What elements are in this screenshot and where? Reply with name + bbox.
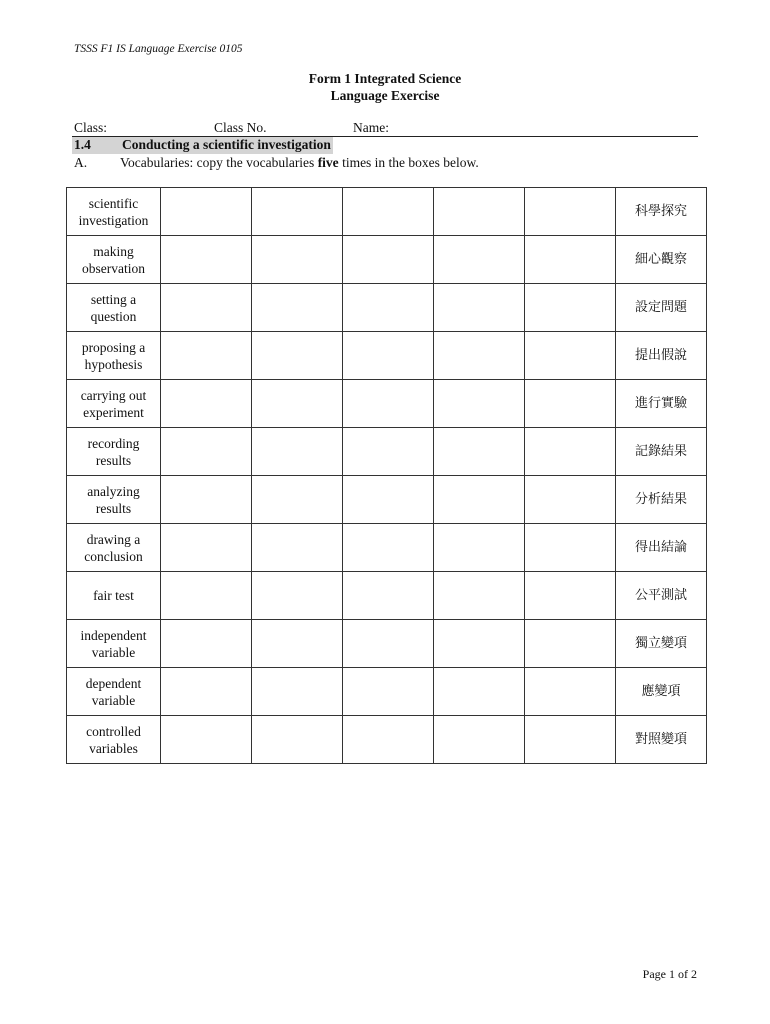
copy-box[interactable] [525,332,616,380]
chinese-term-cell: 公平測試 [616,572,707,620]
english-term-cell [67,620,161,668]
copy-box[interactable] [343,236,434,284]
copy-box[interactable] [161,188,252,236]
copy-box[interactable] [525,572,616,620]
vocab-row [67,668,707,716]
copy-box[interactable] [161,620,252,668]
copy-box[interactable] [434,620,525,668]
copy-box[interactable] [525,236,616,284]
chinese-term-cell: 提出假說 [616,332,707,380]
english-term-cell [67,668,161,716]
section-heading [72,137,333,154]
english-term-line-2: variable [91,692,136,708]
copy-box[interactable] [525,380,616,428]
copy-box[interactable] [343,428,434,476]
english-term-line-2: question [90,308,137,324]
copy-box[interactable] [434,236,525,284]
chinese-term-cell: 記錄結果 [616,428,707,476]
english-term-line-1: controlled [86,723,141,739]
copy-box[interactable] [252,236,343,284]
copy-box[interactable] [525,716,616,764]
english-term-line-1: fair test [93,588,134,603]
english-term-line-2: variable [91,644,136,660]
vocab-row [67,572,707,620]
class-no-label: Class No. [214,120,267,135]
title-line-2: Language Exercise [330,88,440,103]
copy-box[interactable] [252,668,343,716]
english-term-line-2: investigation [78,212,149,228]
copy-box[interactable] [252,332,343,380]
copy-box[interactable] [252,524,343,572]
copy-box[interactable] [343,524,434,572]
copy-box[interactable] [343,332,434,380]
english-term-cell [67,524,161,572]
copy-box[interactable] [161,428,252,476]
english-term-line-2: conclusion [84,548,143,564]
copy-box[interactable] [434,284,525,332]
instruction-emphasis: five [317,155,339,170]
copy-box[interactable] [343,620,434,668]
class-label: Class: [74,120,108,135]
vocab-row [67,188,707,236]
copy-box[interactable] [252,572,343,620]
english-term-line-1: scientific [88,195,139,211]
document-code: TSSS F1 IS Language Exercise 0105 [74,43,243,55]
english-term-line-1: analyzing [87,483,140,499]
english-term-line-1: dependent [85,675,142,691]
copy-box[interactable] [434,428,525,476]
copy-box[interactable] [343,572,434,620]
vocab-row [67,236,707,284]
instruction-letter: A. [74,155,88,170]
english-term-line-2: variables [89,740,138,756]
english-term-cell [67,380,161,428]
copy-box[interactable] [434,524,525,572]
chinese-term-cell: 得出結論 [616,524,707,572]
english-term-line-1: independent [80,627,147,643]
english-term-line-1: drawing a [86,531,141,547]
copy-box[interactable] [343,188,434,236]
page-title [0,70,770,104]
copy-box[interactable] [343,380,434,428]
vocab-row [67,332,707,380]
chinese-term-cell: 進行實驗 [616,380,707,428]
copy-box[interactable] [525,428,616,476]
english-term-cell [67,716,161,764]
copy-box[interactable] [252,716,343,764]
copy-box[interactable] [434,332,525,380]
copy-box[interactable] [252,476,343,524]
vocab-row [67,284,707,332]
section-number: 1.4 [74,137,91,152]
vocab-row [67,716,707,764]
chinese-term-cell: 應變項 [616,668,707,716]
english-term-line-1: setting a [90,291,137,307]
english-term-cell [67,428,161,476]
english-term-line-2: results [95,452,132,468]
english-term-cell [67,236,161,284]
english-term-cell [67,332,161,380]
instruction-text-after: times in the boxes below. [338,155,479,170]
copy-box[interactable] [252,188,343,236]
instruction [74,155,479,171]
english-term-line-2: results [95,500,132,516]
instruction-text-before: Vocabularies: copy the vocabularies [120,155,318,170]
chinese-term-cell: 科學探究 [616,188,707,236]
copy-box[interactable] [434,476,525,524]
copy-box[interactable] [434,572,525,620]
copy-box[interactable] [343,668,434,716]
chinese-term-cell: 獨立變項 [616,620,707,668]
copy-box[interactable] [343,476,434,524]
english-term-cell [67,476,161,524]
english-term-line-1: making [93,243,134,259]
english-term-line-1: recording [87,435,140,451]
copy-box[interactable] [343,716,434,764]
chinese-term-cell: 設定問題 [616,284,707,332]
copy-box[interactable] [434,380,525,428]
copy-box[interactable] [434,188,525,236]
vocab-row [67,476,707,524]
english-term-cell [67,572,161,620]
vocab-row [67,620,707,668]
chinese-term-cell: 分析結果 [616,476,707,524]
english-term-cell [67,188,161,236]
copy-box[interactable] [252,284,343,332]
copy-box[interactable] [525,524,616,572]
name-label: Name: [353,120,389,135]
copy-box[interactable] [161,332,252,380]
english-term-line-2: experiment [83,404,144,420]
copy-box[interactable] [161,524,252,572]
english-term-line-2: hypothesis [84,356,143,372]
english-term-line-1: carrying out [80,387,147,403]
chinese-term-cell: 細心觀察 [616,236,707,284]
vocab-row [67,380,707,428]
copy-box[interactable] [161,236,252,284]
copy-box[interactable] [525,620,616,668]
section-title: Conducting a scientific investigation [122,137,331,152]
title-line-1: Form 1 Integrated Science [308,71,462,86]
copy-box[interactable] [252,620,343,668]
english-term-line-1: proposing a [81,339,146,355]
english-term-line-2: observation [82,260,145,276]
copy-box[interactable] [434,668,525,716]
copy-box[interactable] [161,380,252,428]
copy-box[interactable] [161,284,252,332]
chinese-term-cell: 對照變項 [616,716,707,764]
copy-box[interactable] [343,284,434,332]
copy-box[interactable] [525,284,616,332]
copy-box[interactable] [161,572,252,620]
copy-box[interactable] [525,188,616,236]
copy-box[interactable] [161,476,252,524]
copy-box[interactable] [525,476,616,524]
english-term-cell [67,284,161,332]
vocab-row [67,524,707,572]
copy-box[interactable] [161,668,252,716]
copy-box[interactable] [252,380,343,428]
copy-box[interactable] [525,668,616,716]
vocab-row [67,428,707,476]
vocabulary-table [66,187,707,764]
copy-box[interactable] [161,716,252,764]
copy-box[interactable] [252,428,343,476]
copy-box[interactable] [434,716,525,764]
student-info-row [72,120,698,137]
page-number: Page 1 of 2 [642,967,697,981]
